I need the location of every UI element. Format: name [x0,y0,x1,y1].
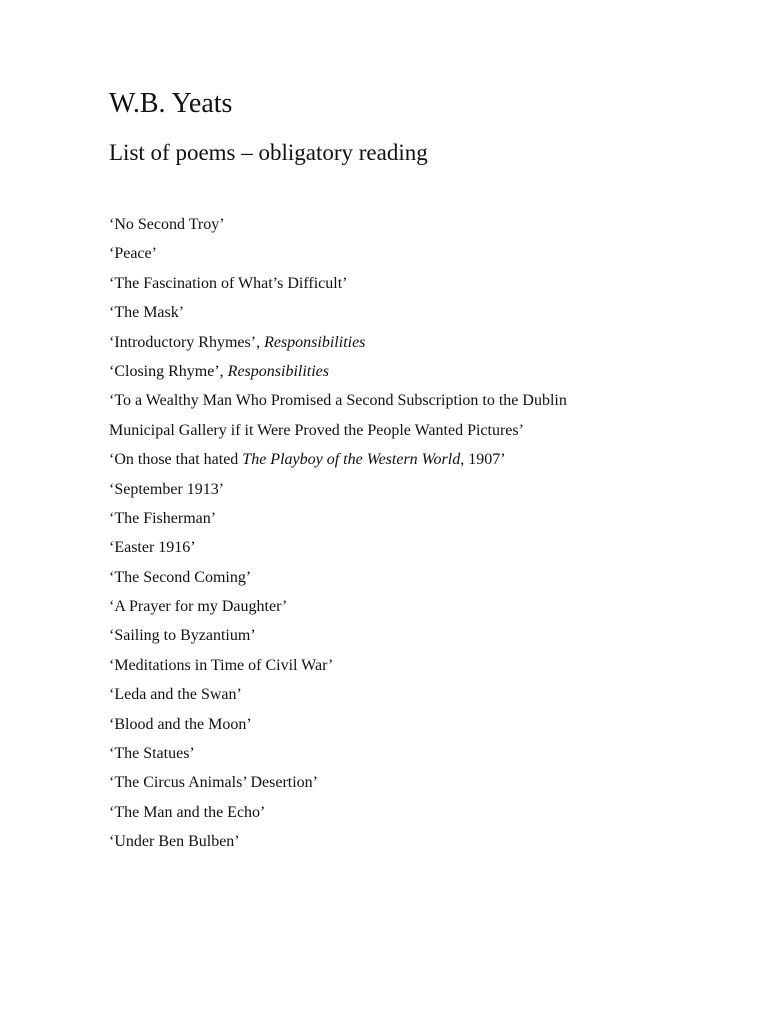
poem-title-part: ‘Closing Rhyme’, [109,362,228,380]
poem-list-item: ‘The Circus Animals’ Desertion’ [109,774,318,792]
collection-title: Responsibilities [227,362,329,380]
poem-list-item: ‘No Second Troy’ [109,216,225,233]
poem-list-item: ‘Meditations in Time of Civil War’ [109,656,334,674]
poem-list-item: ‘The Statues’ [109,745,195,763]
poem-list-item: ‘Sailing to Byzantium’ [109,627,256,645]
poem-list-item: ‘September 1913’ [109,480,225,498]
poem-list-item: ‘The Fascination of What’s Difficult’ [109,274,348,292]
poem-title-part: ‘Introductory Rhymes’, [109,333,265,351]
poem-list-item: ‘A Prayer for my Daughter’ [109,598,288,616]
poem-list-item [109,445,669,474]
poem-title-part: ‘On those that hated [109,451,243,469]
poem-list-item: ‘The Mask’ [109,304,185,322]
poem-list-item: Municipal Gallery if it Were Proved the People Wanted Pictures’ [109,421,524,439]
poem-list-item: ‘Under Ben Bulben’ [109,833,240,851]
poem-list-item: ‘Blood and the Moon’ [109,715,252,733]
poem-list-item [109,328,669,357]
poem-list-item: ‘To a Wealthy Man Who Promised a Second Subscription to the Dublin [109,392,567,410]
poem-list-item: ‘The Man and the Echo’ [109,803,266,821]
poem-list [109,210,669,857]
collection-title: The Playboy of the Western World [242,451,461,469]
collection-title: Responsibilities [264,333,366,351]
poem-list-item: ‘Leda and the Swan’ [109,686,242,704]
poem-list-item [109,357,669,386]
document-subtitle: List of poems – obligatory reading [109,140,428,165]
poem-title-suffix: , 1907’ [460,451,506,469]
document-title: W.B. Yeats [109,88,233,119]
poem-list-item: ‘The Fisherman’ [109,509,217,527]
poem-list-item: ‘Peace’ [109,245,157,263]
poem-list-item: ‘Easter 1916’ [109,539,196,557]
poem-list-item: ‘The Second Coming’ [109,568,252,586]
